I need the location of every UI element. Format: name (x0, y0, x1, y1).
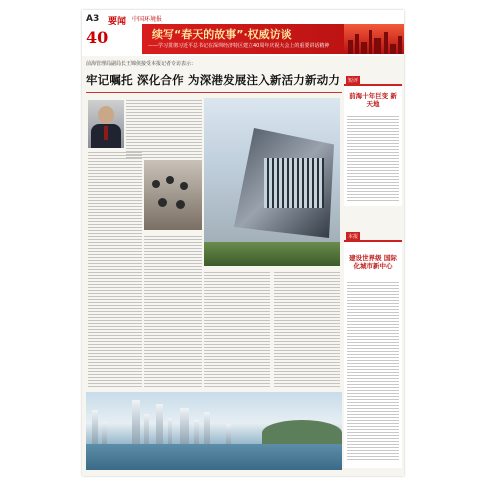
meeting-photo (144, 160, 202, 230)
masthead: 中国环境报 (132, 16, 163, 23)
anniversary-badge: 40 (86, 28, 109, 47)
headline-rule (86, 92, 342, 93)
text-column (274, 272, 340, 388)
sidebar-tag: 本报 (348, 234, 359, 240)
sidebar (344, 60, 402, 470)
banner-title: 续写“春天的故事”·权威访谈 (152, 28, 292, 41)
portrait-photo (88, 100, 124, 148)
article-headline: 牢记嘱托 深化合作 为深港发展注入新活力新动力 (86, 73, 341, 87)
special-banner (142, 24, 404, 54)
article-kicker: 前海管理局副局长王锦侠接受本报记者专访表示： (86, 61, 197, 67)
sidebar-box-report (344, 234, 402, 468)
section-name: 要闻 (108, 17, 127, 27)
text-column (204, 272, 270, 388)
text-column (347, 116, 399, 202)
sidebar-title: 建设世界级 国际化城市新中心 (349, 254, 397, 270)
page-header (82, 10, 404, 56)
text-column (126, 100, 202, 158)
text-column (144, 236, 202, 388)
sidebar-title: 前海十年巨变 新天地 (349, 92, 397, 108)
city-skyline-photo (86, 392, 342, 470)
page-number: A3 (86, 14, 100, 24)
building-photo (204, 98, 340, 266)
newspaper-page (82, 10, 404, 476)
banner-subtitle: ——学习贯彻习近平总书记在深圳经济特区建立40周年庆祝大会上的重要讲话精神 (148, 43, 330, 49)
sidebar-tag: 短评 (348, 78, 359, 84)
skyline-graphic (344, 24, 404, 54)
text-column (347, 282, 399, 462)
text-column (88, 152, 142, 388)
sidebar-box-commentary (344, 78, 402, 206)
